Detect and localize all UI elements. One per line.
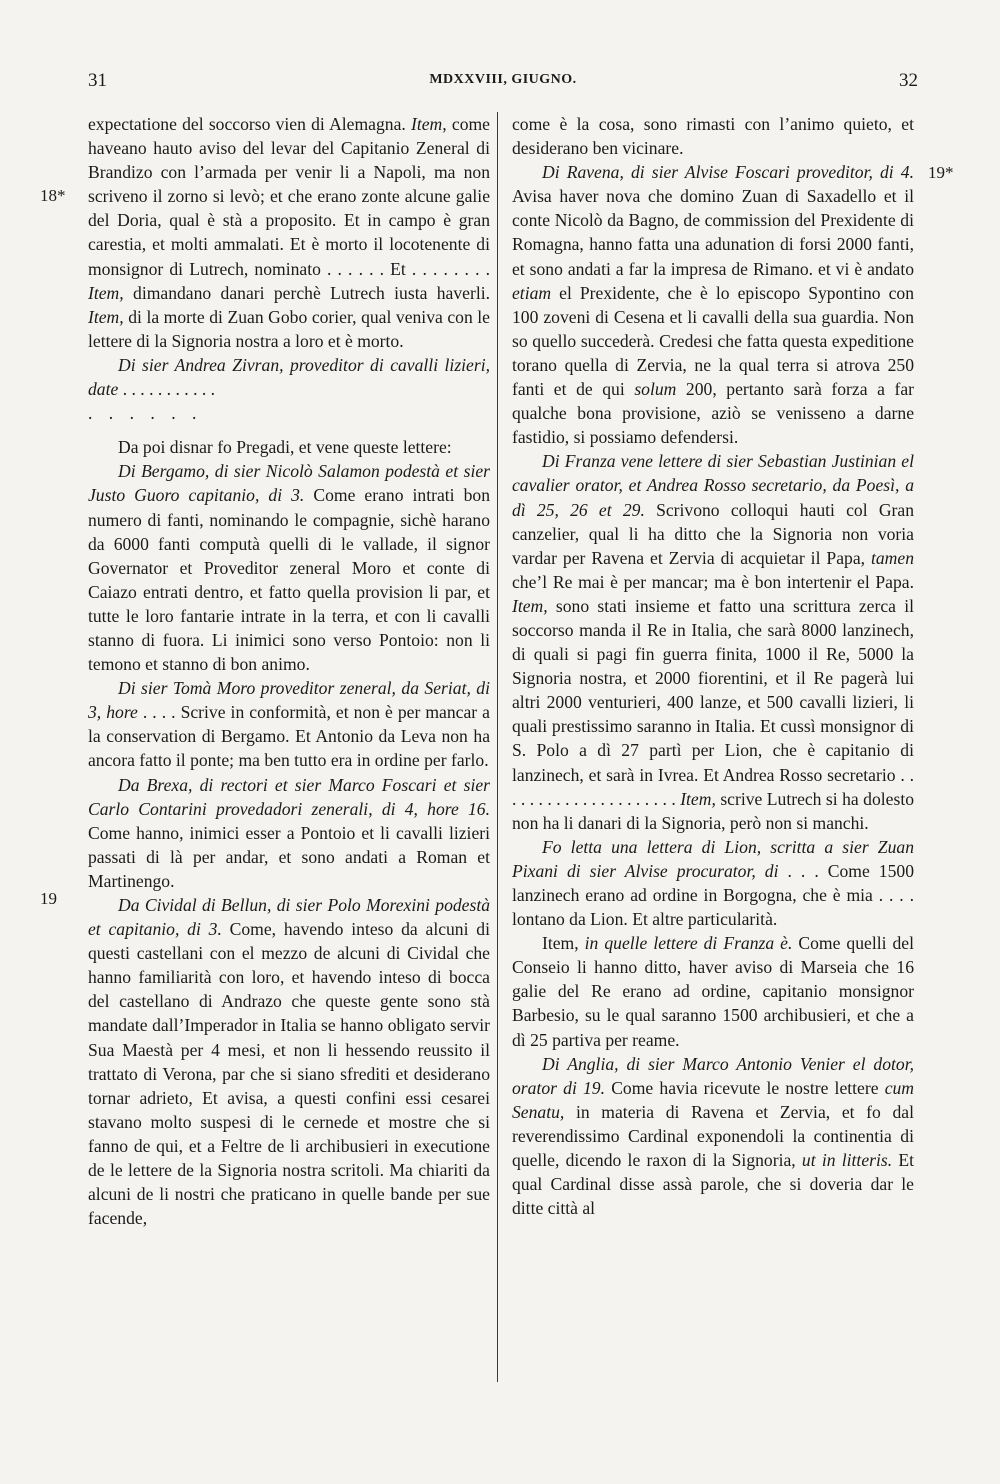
right-column (512, 112, 914, 1220)
paragraph: expectatione del soccorso vien di Alemagna. Item, come haveano hauto aviso del levar del Capitanio Zeneral di Brandizo con l’armada per venir li a Napoli, ma non scriveno il zorno si levò; et che erano zonte alcune galie del Doria, qual è stà a proposito. Et in campo è gran carestia, et molti ammalati. Et è morto il locotenente di monsignor di Lutrech, nominato . . . . . . Et . . . . . . . . Item, dimandano danari perchè Lutrech iusta haverli. Item, di la morte di Zuan Gobo corier, qual veniva con le lettere di la Signoria nostra a loro et è morto. (88, 114, 490, 351)
paragraph: Di Franza vene lettere di sier Sebastian Justinian el cavalier orator, et Andrea Rosso secretario, da Poesì, a dì 25, 26 et 29. Scrivono colloqui hauti col Gran canzelier, qual li ha ditto che la Signoria non voria vardar per Ravena et Zervia di acquietar il Papa, tamen che’l Re mai è per mancar; ma è bon intertenir el Papa. Item, sono stati insieme et fatto una scrittura zerca il soccorso manda il Re in Italia, che sarà 8000 lanzinech, di quali si pagi fin guerra finita, 1000 il Re, 5000 la Signoria nostra, et 2000 fiorentini, et il Re pagerà lui altri 2000 venturieri, 400 lanze, et 500 cavalli lizieri, li quali prestissimo saranno in Italia. Et cussì monsignor di S. Polo a dì 27 partì per Lion, che è capitanio di lanzinech, et sarà in Ivrea. Et Andrea Rosso secretario . . . . . . . . . . . . . . . . . . . . . Item, scrive Lutrech si ha dolesto non ha li danari di la Signoria, però non si manchi. (512, 451, 915, 833)
margin-number-18-star: 18* (40, 186, 66, 205)
paragraph: Di Bergamo, di sier Nicolò Salamon podestà et sier Justo Guoro capitanio, di 3. Come erano intrati bon numero di fanti, nominando le compagnie, sichè harano da 6000 fanti computà quelli di le vallade, il signor Governator et Proveditor zeneral Moro et conte di Caiazo entrati dentro, et fatto quella provision li par, et tutte le loro fantarie intrate in la terra, et con li cavalli stanno di fuora. Li inimici sono verso Pontoio: non li temono et stanno di bon animo. (88, 461, 490, 675)
paragraph: Fo letta una lettera di Lion, scritta a sier Zuan Pixani di sier Alvise procurator, di . . . Come 1500 lanzinech erano ad ordine in Borgogna, che è mia . . . . lontano da Lion. Et altre particularità. (512, 836, 914, 930)
paragraph: Item, in quelle lettere di Franza è. Come quelli del Conseio li hanno ditto, haver aviso di Marseia che 16 galie del Re erano ad ordine, capitanio monsignor Barbesio, su le qual saranno 1500 archibusieri, et che a dì 25 partiva per reame. (512, 933, 914, 1050)
column-divider (497, 112, 498, 1382)
margin-number-19: 19 (40, 889, 57, 908)
ellipsis-line: . . . . . . (88, 403, 203, 424)
paragraph: Di sier Tomà Moro proveditor zeneral, da Seriat, di 3, hore . . . . Scrive in conformità, et non è per mancar a la conservation di Bergamo. Et Antonio da Leva non ha ancora fatto il ponte; ma ben tutto era in ordine per farlo. (88, 678, 490, 771)
running-head (88, 70, 918, 100)
page-number-left: 31 (88, 70, 107, 91)
running-title: MDXXVIII, GIUGNO. (429, 72, 577, 87)
letter-heading: Di sier Andrea Zivran, proveditor di cavalli lizieri, date . . . . . . . . . . . (88, 354, 490, 400)
paragraph: Da Brexa, di rectori et sier Marco Foscari et sier Carlo Contarini provedadori zenerali, di 4, hore 16. Come hanno, inimici esser a Pontoio et li cavalli lizieri passati di là per andar, et sono andati a Roman et Martinengo. (88, 774, 490, 891)
paragraph: Da Cividal di Bellun, di sier Polo Morexini podestà et capitanio, di 3. Come, havendo inteso da alcuni di questi castellani con el mezzo de alcuni di Cividal che hanno familiarità con loro, et havendo inteso di bocca del castellano di Andrazo che queste gente sono stà mandate dall’Imperador in Italia se hanno obligato servir Sua Maestà per 4 mesi, et non li hessendo reussito il trattato di Verona, par che si siano sfrediti et desiderano tornar adrieto, Et avisa, a questi confini essi cesarei stavano molto suspesi di le cernede et mostre che si fanno de qui, et a Feltre de li archibusieri in executione de le lettere de la Signoria nostra scritoli. Ma chiariti da alcuni de li nostri che praticano in quelle bande per sue facende, (88, 895, 490, 1229)
margin-number-19-star: 19* (928, 163, 954, 182)
paragraph: Di Anglia, di sier Marco Antonio Venier el dotor, orator di 19. Come havia ricevute le nostre lettere cum Senatu, in materia di Ravena et Zervia, et fo dal reverendissimo Cardinal exponendoli la continentia di quelle, dicendo le raxon di la Signoria, ut in litteris. Et qual Cardinal disse assà parole, che si doveria dar le ditte città al (512, 1053, 914, 1219)
paragraph: come è la cosa, sono rimasti con l’animo quieto, et desiderano ben vicinare. (512, 114, 914, 159)
left-column (88, 112, 490, 1230)
paragraph: Da poi disnar fo Pregadi, et vene queste lettere: (118, 437, 452, 458)
paragraph: Di Ravena, di sier Alvise Foscari proveditor, di 4. Avisa haver nova che domino Zuan di Saxadello et il conte Nicolò da Bagno, de commission del Prexidente di Romagna, hanno fatta una adunation di forsi 2000 fanti, et sono andati a far la impresa de Rimano. et vi è andato etiam el Prexidente, che è lo episcopo Sypontino con 100 zoveni di Cesena et li cavalli della sua guardia. Non so quello succederà. Credesi che fatta questa expeditione torano quella di Zervia, ne la qual terra si atrova 250 fanti et de qui solum 200, pertanto sarà forza a far qualche bona provisione, aziò se venisseno a darne fastidio, si possiamo defendersi. (512, 162, 914, 448)
page-number-right: 32 (899, 70, 918, 91)
